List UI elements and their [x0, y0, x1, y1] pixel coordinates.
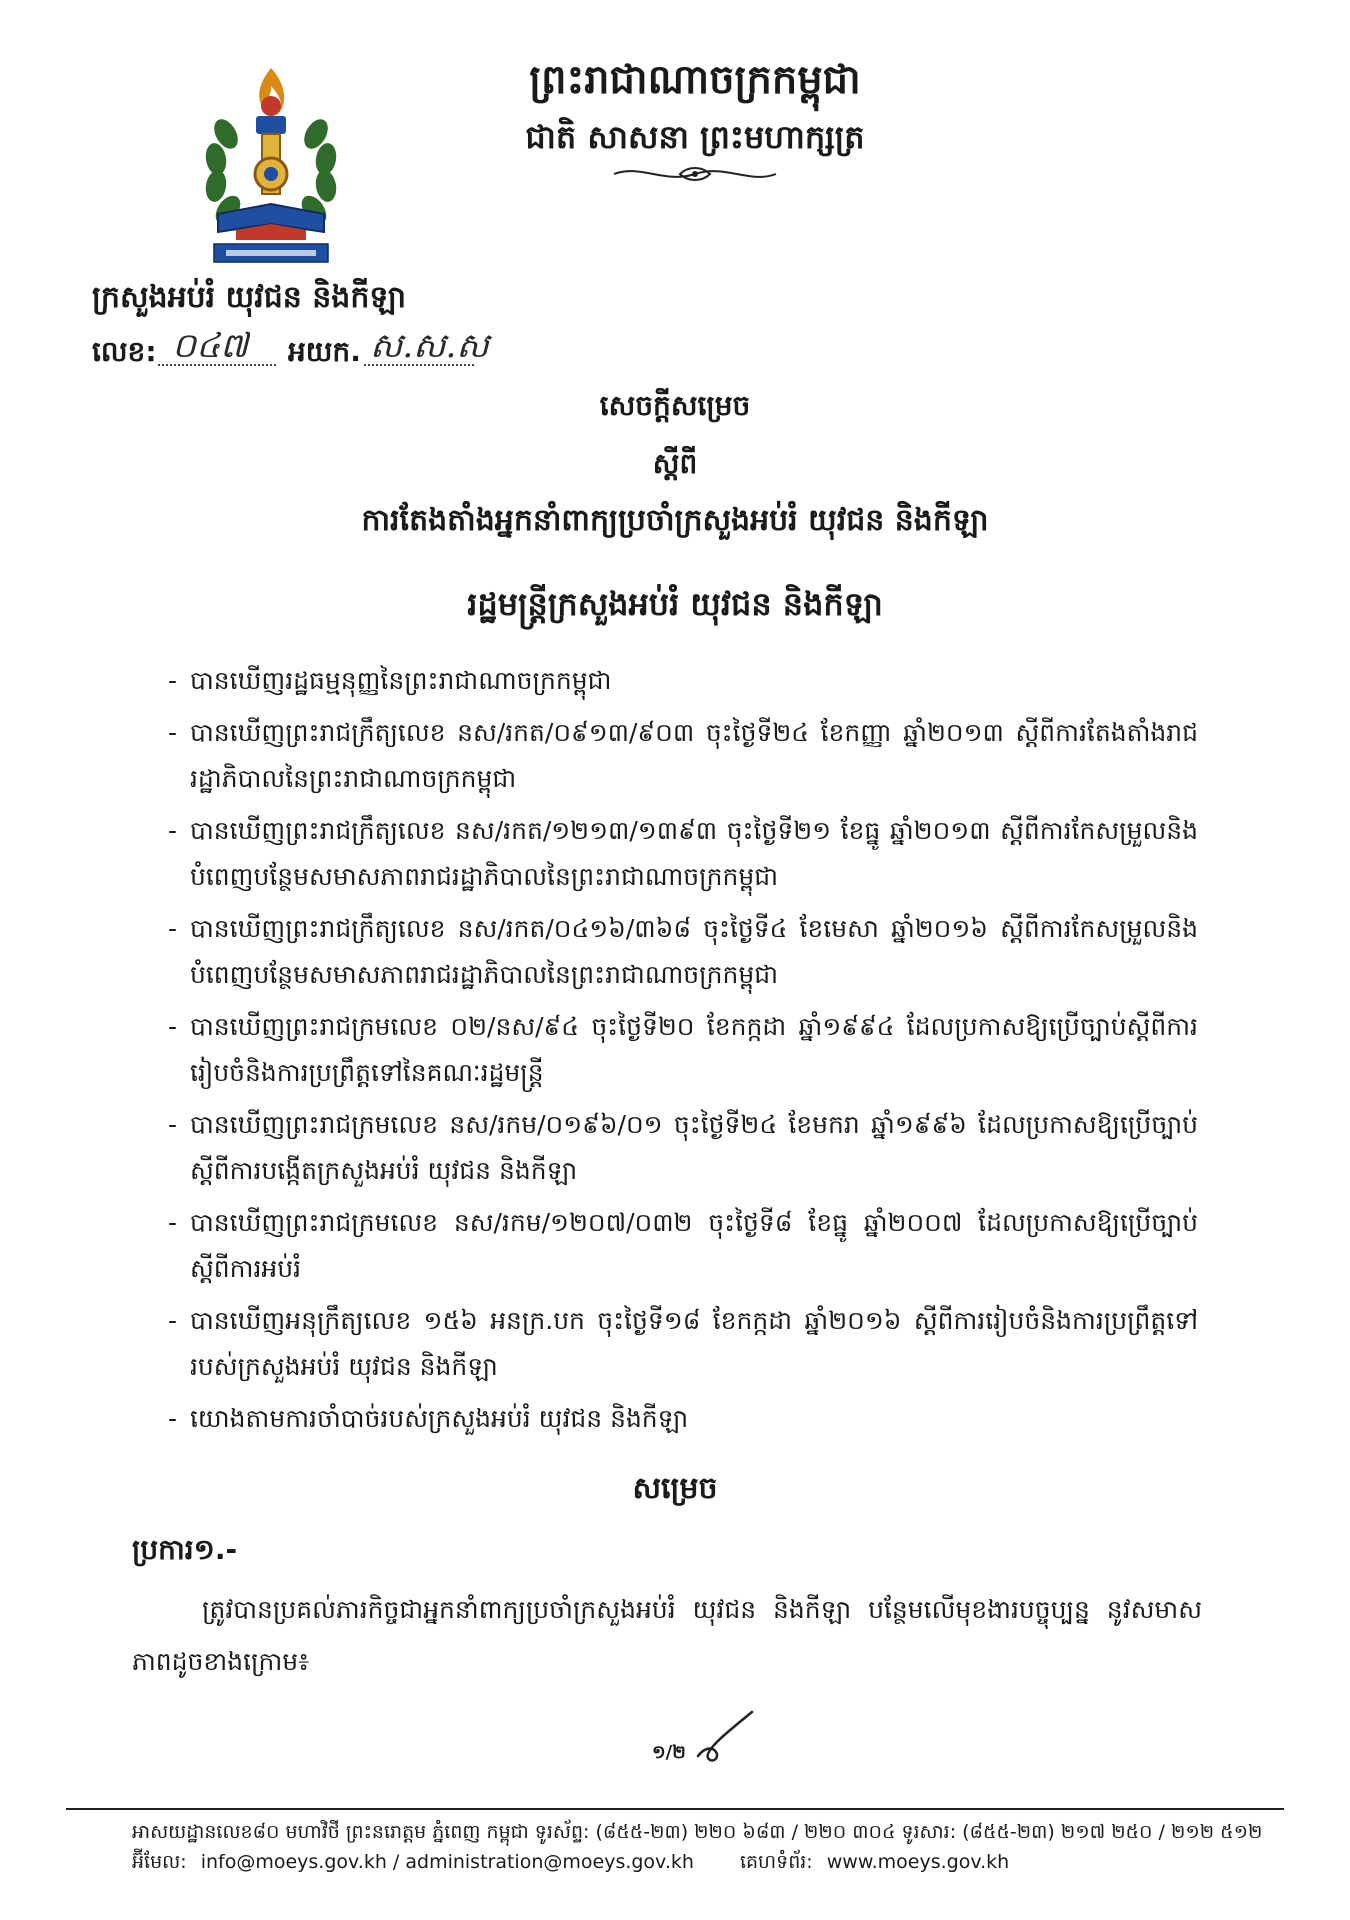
- list-item: - បានឃើញព្រះរាជក្រមលេខ នស/រកម/០១៩៦/០១ ចុះថ្ងៃទី២៤ ខែមករា ឆ្នាំ១៩៩៦ ដែលប្រកាសឱ្យប្រើច្បាប់ស្តីពីការបង្កើតក្រសួងអប់រំ យុវជន និងកីឡា: [168, 1110, 1198, 1185]
- decision-heading: សម្រេច: [632, 1471, 718, 1506]
- list-item: - បានឃើញព្រះរាជក្រមលេខ នស/រកម/១២០៧/០៣២ ចុះថ្ងៃទី៨ ខែធ្នូ ឆ្នាំ២០០៧ ដែលប្រកាសឱ្យប្រើច្បាប់ស្តីពីការអប់រំ: [168, 1208, 1198, 1283]
- article-text: ត្រូវបានប្រគល់ភារកិច្ចជាអ្នកនាំពាក្យប្រចាំក្រសួងអប់រំ យុវជន និងកីឡា បន្ថែមលើមុខងារបច្ចុប្បន្ន នូវសមាសភាពដូចខាងក្រោម៖: [132, 1595, 1202, 1676]
- reference-office-value: ស.ស.ស: [370, 326, 489, 366]
- ministry-emblem-icon: [196, 64, 346, 269]
- subject-title: ការតែងតាំងអ្នកនាំពាក្យប្រចាំក្រសួងអប់រំ យុវជន និងកីឡា: [361, 503, 989, 538]
- email-label: អ៊ីមែល:: [132, 1851, 187, 1873]
- article-label: ប្រការ១.-: [132, 1533, 238, 1566]
- legal-basis-list: [168, 658, 1198, 1448]
- reference-office-label: អយក.: [288, 335, 361, 368]
- list-item: - បានឃើញព្រះរាជក្រឹត្យលេខ នស/រកត/០៤១៦/៣៦៨ ចុះថ្ងៃទី៤ ខែមេសា ឆ្នាំ២០១៦ ស្តីពីការកែសម្រួលនិងបំពេញបន្ថែមសមាសភាពរាជរដ្ឋាភិបាលនៃព្រះរាជាណាចក្រកម្ពុជា: [168, 914, 1198, 989]
- footer-address: អាសយដ្ឋានលេខ៨០ មហាវិថី ព្រះនរោត្តម ភ្នំពេញ កម្ពុជា ទូរស័ព្ទ: (៨៥៥-២៣) ២២០ ៦៨៣ / ២២០ ៣០៤ ទូរសារ: (៨៥៥-២៣) ២១៧ ២៥០ / ២១២ ៥១២: [132, 1821, 1263, 1843]
- kingdom-heading: ព្រះរាជាណាចក្រកម្ពុជា: [529, 56, 861, 103]
- list-item-text: បានឃើញព្រះរាជក្រមលេខ នស/រកម/០១៩៦/០១ ចុះថ្ងៃទី២៤ ខែមករា ឆ្នាំ១៩៩៦ ដែលប្រកាសឱ្យប្រើច្បាប់ស្តីពីការបង្កើតក្រសួងអប់រំ យុវជន និងកីឡា: [190, 1110, 1198, 1185]
- website-label: គេហទំព័រ:: [739, 1851, 813, 1873]
- list-item: - បានឃើញព្រះរាជក្រមលេខ ០២/នស/៩៤ ចុះថ្ងៃទី២០ ខែកក្កដា ឆ្នាំ១៩៩៤ ដែលប្រកាសឱ្យប្រើច្បាប់ស្តីពីការរៀបចំនិងការប្រព្រឹត្តទៅនៃគណៈរដ្ឋមន្ត្រី: [168, 1012, 1198, 1087]
- initial-signature-icon: [690, 1708, 760, 1768]
- footer-divider: [66, 1808, 1284, 1810]
- list-item: - បានឃើញរដ្ឋធម្មនុញ្ញនៃព្រះរាជាណាចក្រកម្ពុជា: [168, 666, 612, 695]
- list-item-text: បានឃើញព្រះរាជក្រឹត្យលេខ នស/រកត/១២១៣/១៣៩៣ ចុះថ្ងៃទី២១ ខែធ្នូ ឆ្នាំ២០១៣ ស្តីពីការកែសម្រួលនិងបំពេញបន្ថែមសមាសភាពរាជរដ្ឋាភិបាលនៃព្រះរាជាណាចក្រកម្ពុជា: [190, 816, 1198, 891]
- reference-number-label: លេខ:: [92, 335, 157, 368]
- list-item-text: បានឃើញព្រះរាជក្រឹត្យលេខ នស/រកត/០៩១៣/៩០៣ ចុះថ្ងៃទី២៤ ខែកញ្ញា ឆ្នាំ២០១៣ ស្តីពីការតែងតាំងរាជរដ្ឋាភិបាលនៃព្រះរាជាណាចក្រកម្ពុជា: [190, 718, 1198, 793]
- list-item-text: បានឃើញរដ្ឋធម្មនុញ្ញនៃព្រះរាជាណាចក្រកម្ពុជា: [190, 666, 612, 695]
- ministry-name: ក្រសួងអប់រំ យុវជន និងកីឡា: [92, 280, 407, 315]
- footer-website: www.moeys.gov.kh: [826, 1851, 1010, 1873]
- list-item: - បានឃើញព្រះរាជក្រឹត្យលេខ នស/រកត/១២១៣/១៣៩៣ ចុះថ្ងៃទី២១ ខែធ្នូ ឆ្នាំ២០១៣ ស្តីពីការកែសម្រួលនិងបំពេញបន្ថែមសមាសភាពរាជរដ្ឋាភិបាលនៃព្រះរាជាណាចក្រកម្ពុជា: [168, 816, 1198, 891]
- list-item-text: បានឃើញព្រះរាជក្រមលេខ ០២/នស/៩៤ ចុះថ្ងៃទី២០ ខែកក្កដា ឆ្នាំ១៩៩៤ ដែលប្រកាសឱ្យប្រើច្បាប់ស្តីពីការរៀបចំនិងការប្រព្រឹត្តទៅនៃគណៈរដ្ឋមន្ត្រី: [190, 1012, 1198, 1087]
- national-motto: ជាតិ សាសនា ព្រះមហាក្សត្រ: [525, 118, 865, 156]
- footer-emails: info@moeys.gov.kh / administration@moeys.gov.kh: [200, 1851, 694, 1873]
- list-item-text: បានឃើញអនុក្រឹត្យលេខ ១៥៦ អនក្រ.បក ចុះថ្ងៃទី១៨ ខែកក្កដា ឆ្នាំ២០១៦ ស្តីពីការរៀបចំនិងការប្រព្រឹត្តទៅរបស់ក្រសួងអប់រំ យុវជន និងកីឡា: [190, 1306, 1198, 1381]
- decision-title: សេចក្តីសម្រេច: [599, 389, 751, 422]
- list-item: - បានឃើញអនុក្រឹត្យលេខ ១៥៦ អនក្រ.បក ចុះថ្ងៃទី១៨ ខែកក្កដា ឆ្នាំ២០១៦ ស្តីពីការរៀបចំនិងការប្រព្រឹត្តទៅរបស់ក្រសួងអប់រំ យុវជន និងកីឡា: [168, 1306, 1198, 1381]
- list-item-text: បានឃើញព្រះរាជក្រឹត្យលេខ នស/រកត/០៤១៦/៣៦៨ ចុះថ្ងៃទី៤ ខែមេសា ឆ្នាំ២០១៦ ស្តីពីការកែសម្រួលនិងបំពេញបន្ថែមសមាសភាពរាជរដ្ឋាភិបាលនៃព្រះរាជាណាចក្រកម្ពុជា: [190, 914, 1198, 989]
- list-item: - បានឃើញព្រះរាជក្រឹត្យលេខ នស/រកត/០៩១៣/៩០៣ ចុះថ្ងៃទី២៤ ខែកញ្ញា ឆ្នាំ២០១៣ ស្តីពីការតែងតាំងរាជរដ្ឋាភិបាលនៃព្រះរាជាណាចក្រកម្ពុជា: [168, 718, 1198, 793]
- footer-contacts: [132, 1848, 1282, 1876]
- divider-ornament-icon: [610, 162, 780, 186]
- page-number: ១/២: [652, 1742, 686, 1763]
- about-title: ស្តីពី: [652, 447, 698, 480]
- list-item: - យោងតាមការចាំបាច់របស់ក្រសួងអប់រំ យុវជន និងកីឡា: [168, 1404, 689, 1433]
- minister-title: រដ្ឋមន្ត្រីក្រសួងអប់រំ យុវជន និងកីឡា: [467, 585, 883, 623]
- reference-number-value: ០៤៧: [172, 326, 249, 366]
- list-item-text: យោងតាមការចាំបាច់របស់ក្រសួងអប់រំ យុវជន និងកីឡា: [190, 1404, 689, 1433]
- list-item-text: បានឃើញព្រះរាជក្រមលេខ នស/រកម/១២០៧/០៣២ ចុះថ្ងៃទី៨ ខែធ្នូ ឆ្នាំ២០០៧ ដែលប្រកាសឱ្យប្រើច្បាប់ស្តីពីការអប់រំ: [190, 1208, 1198, 1283]
